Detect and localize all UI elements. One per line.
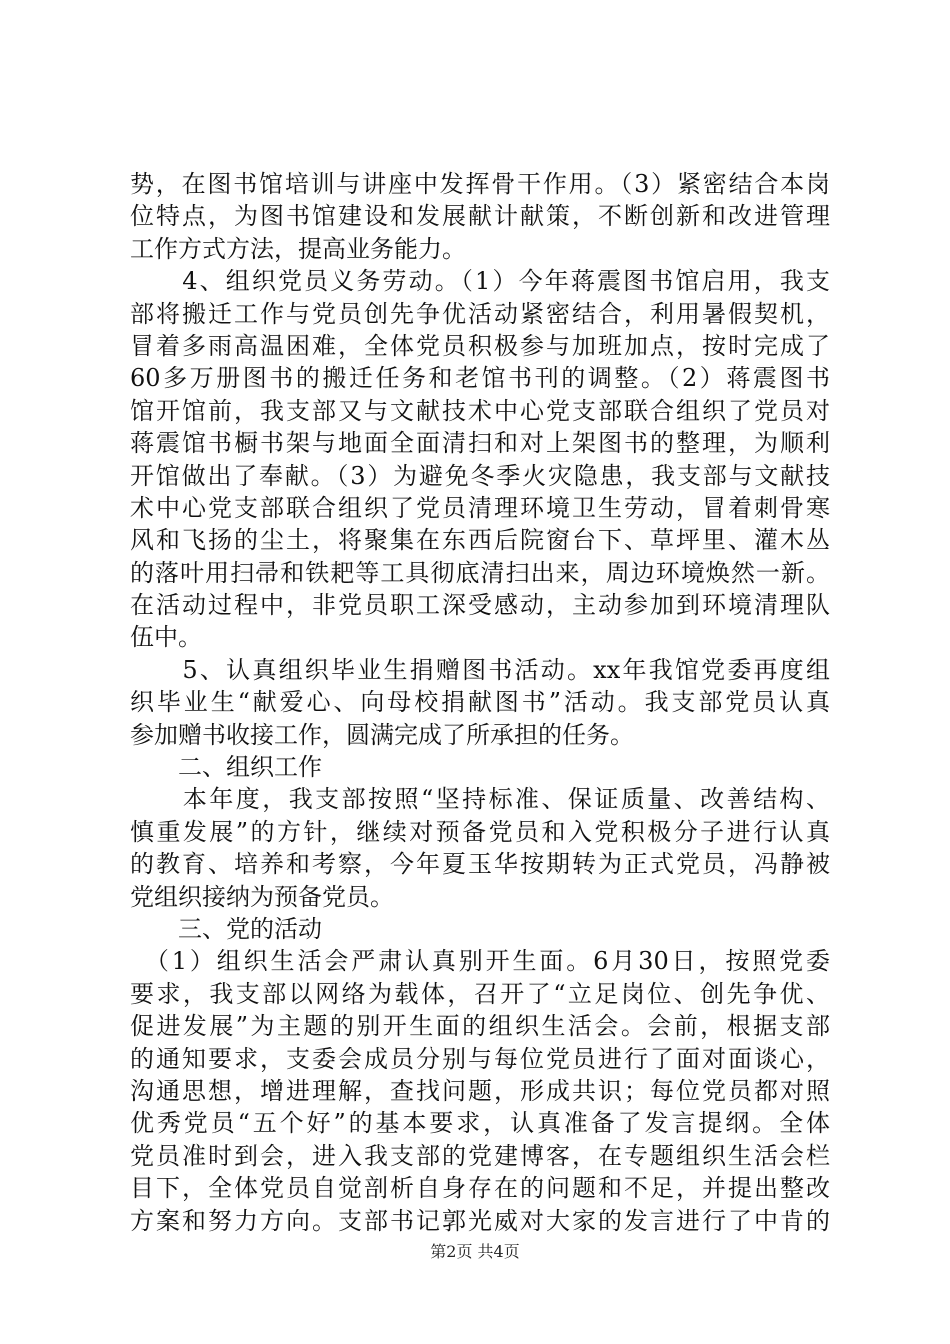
- text-line: 4、组织党员义务劳动。（1）今年蒋震图书馆启用，我支: [130, 267, 830, 296]
- text-line: （1）组织生活会严肃认真别开生面。6月30日，按照党委: [130, 947, 830, 976]
- text-line: 开馆做出了奉献。（3）为避免冬季火灾隐患，我支部与文献技: [130, 461, 830, 490]
- text-line: 的教育、培养和考察，今年夏玉华按期转为正式党员，冯静被: [130, 850, 830, 879]
- text-line: 的通知要求，支委会成员分别与每位党员进行了面对面谈心，: [130, 1044, 830, 1073]
- text-line: 在活动过程中，非党员职工深受感动，主动参加到环境清理队: [130, 591, 830, 620]
- page-footer: 第2页 共4页: [430, 1242, 520, 1261]
- text-line: 馆开馆前，我支部又与文献技术中心党支部联合组织了党员对: [130, 396, 830, 425]
- text-line: 势，在图书馆培训与讲座中发挥骨干作用。（3）紧密结合本岗: [130, 170, 830, 198]
- text-line: 本年度，我支部按照“坚持标准、保证质量、改善结构、: [130, 785, 830, 814]
- text-line: 60多万册图书的搬迁任务和老馆书刊的调整。（2）蒋震图书: [130, 364, 830, 393]
- text-line: 工作方式方法，提高业务能力。: [130, 234, 466, 263]
- text-line: 要求，我支部以网络为载体，召开了“立足岗位、创先争优、: [130, 979, 830, 1008]
- text-line: 蒋震馆书橱书架与地面全面清扫和对上架图书的整理，为顺利: [130, 429, 830, 458]
- text-line: 方案和努力方向。支部书记郭光威对大家的发言进行了中肯的: [130, 1206, 830, 1235]
- text-line: 参加赠书收接工作，圆满完成了所承担的任务。: [130, 720, 634, 749]
- text-line: 术中心党支部联合组织了党员清理环境卫生劳动，冒着刺骨寒: [130, 493, 830, 522]
- text-line: 伍中。: [130, 623, 202, 652]
- text-line: 风和飞扬的尘土，将聚集在东西后院窗台下、草坪里、灌木丛: [130, 526, 830, 555]
- text-line: 的落叶用扫帚和铁耙等工具彻底清扫出来，周边环境焕然一新。: [130, 558, 830, 587]
- text-line: 冒着多雨高温困难，全体党员积极参与加班加点，按时完成了: [130, 331, 830, 360]
- section-heading: 三、党的活动: [130, 914, 322, 943]
- text-line: 慎重发展”的方针，继续对预备党员和入党积极分子进行认真: [130, 817, 830, 846]
- section-heading: 二、组织工作: [130, 753, 322, 782]
- text-line: 织毕业生“献爱心、向母校捐献图书”活动。我支部党员认真: [130, 688, 830, 717]
- text-line: 沟通思想，增进理解，查找问题，形成共识；每位党员都对照: [130, 1076, 830, 1105]
- text-line: 位特点，为图书馆建设和发展献计献策，不断创新和改进管理: [130, 202, 830, 231]
- text-line: 5、认真组织毕业生捐赠图书活动。xx年我馆党委再度组: [130, 655, 830, 684]
- text-line: 优秀党员“五个好”的基本要求，认真准备了发言提纲。全体: [130, 1109, 830, 1138]
- text-line: 党员准时到会，进入我支部的党建博客，在专题组织生活会栏: [130, 1141, 830, 1170]
- text-line: 促进发展”为主题的别开生面的组织生活会。会前，根据支部: [130, 1012, 830, 1041]
- text-line: 党组织接纳为预备党员。: [130, 882, 394, 911]
- document-body: [130, 168, 830, 1237]
- text-line: 目下，全体党员自觉剖析自身存在的问题和不足，并提出整改: [130, 1174, 830, 1203]
- text-line: 部将搬迁工作与党员创先争优活动紧密结合，利用暑假契机，: [130, 299, 830, 328]
